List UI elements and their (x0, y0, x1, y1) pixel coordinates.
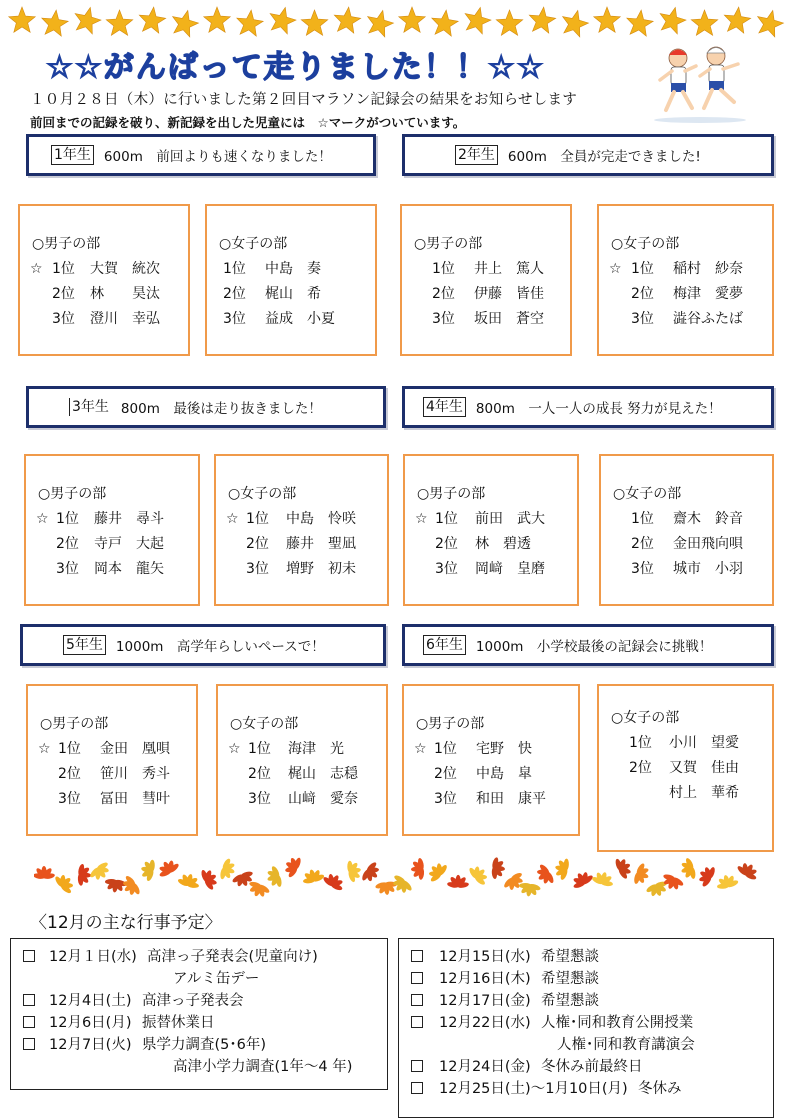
rank-label: 1位 (631, 261, 654, 277)
leaf-icon (359, 860, 383, 886)
event-extra: アルミ缶デー (173, 971, 260, 987)
star-decoration-row (0, 0, 788, 44)
rank-label: 1位 (629, 735, 652, 751)
ranking-row (402, 282, 570, 307)
runner-name: 海津 光 (288, 741, 344, 757)
grade-label: 1年生 (51, 145, 94, 165)
runner-name: 冨田 彗叶 (100, 791, 170, 807)
ranking-row (405, 507, 577, 532)
star-icon (758, 10, 784, 37)
banner-text: 1000m 小学校最後の記録会に挑戦！ (475, 639, 713, 655)
ranking-row (599, 282, 772, 307)
runner-name: 藤井 聖凪 (286, 536, 356, 552)
result-card (214, 454, 389, 606)
result-card (216, 684, 388, 836)
star-icon (594, 7, 621, 32)
event-name: 振替休業日 (142, 1015, 215, 1031)
rank-label: 2位 (631, 536, 654, 552)
division-heading: ○男子の部 (416, 716, 485, 732)
runner-name: 大賀 統次 (90, 261, 160, 277)
grade-label: 4年生 (423, 397, 466, 417)
star-icon (334, 7, 360, 33)
grade-banner-5 (20, 624, 386, 666)
runner-name: 村上 華希 (669, 785, 739, 801)
runner-name: 中島 皐 (476, 766, 532, 782)
runners-icon (648, 40, 752, 124)
runner-name: 城市 小羽 (673, 561, 743, 577)
runner-name: 梅津 愛夢 (673, 286, 743, 302)
leaf-icon (447, 875, 470, 889)
rank-label: 1位 (56, 511, 79, 527)
leaf-icon (139, 857, 157, 882)
runner-name: 笹川 秀斗 (100, 766, 170, 782)
grade-label: 3年生 (69, 398, 111, 416)
rank-label: 2位 (434, 766, 457, 782)
event-name: 高津っ子発表会 (142, 993, 244, 1009)
record-star: ☆ (30, 261, 43, 277)
rank-label: 3位 (223, 311, 246, 327)
star-icon (399, 7, 426, 32)
leaf-icon (198, 866, 220, 892)
star-icon (529, 7, 555, 33)
leaf-icon (52, 870, 77, 896)
grade-banner-2 (402, 134, 774, 176)
ranking-row (207, 257, 375, 282)
runner-name: 金田 凰唄 (100, 741, 170, 757)
event-date: 12月15日(水) (439, 949, 531, 965)
rank-label: 1位 (248, 741, 271, 757)
event-name: 高津っ子発表会(児童向け) (147, 949, 318, 965)
event-name: 希望懇談 (541, 949, 599, 965)
event-date: 12月25日(土)～1月10日(月) (439, 1081, 628, 1097)
star-icon (9, 7, 36, 32)
leaf-icon (155, 856, 181, 879)
record-star: ☆ (415, 511, 428, 527)
rank-label: 2位 (223, 286, 246, 302)
result-card (24, 454, 200, 606)
star-icon (173, 10, 199, 37)
runner-name: 宅野 快 (476, 741, 532, 757)
ranking-row (405, 557, 577, 582)
runner-name: 岡﨑 皇磨 (475, 561, 545, 577)
runner-name: 齋木 鈴音 (673, 511, 743, 527)
star-icon (660, 7, 686, 34)
checkbox-icon (23, 994, 35, 1006)
event-extra: 人権･同和教育講演会 (557, 1037, 695, 1053)
banner-text: 800m 一人一人の成長 努力が見えた！ (475, 401, 722, 417)
rank-label: 3位 (435, 561, 458, 577)
star-icon (465, 7, 491, 34)
ranking-row (405, 532, 577, 557)
leaf-icon (613, 854, 635, 880)
result-card (26, 684, 198, 836)
banner-text: 1000m 高学年らしいペースで！ (115, 639, 325, 655)
record-star: ☆ (38, 741, 51, 757)
ranking-row (26, 557, 198, 582)
runner-name: 金田飛向唄 (673, 536, 743, 552)
runner-name: 又賀 佳由 (669, 760, 739, 776)
rank-label: 3位 (58, 791, 81, 807)
rank-label: 1位 (52, 261, 75, 277)
ranking-row (601, 532, 772, 557)
event-extra: 高津小学力調査(1年～4 年) (173, 1059, 353, 1075)
leaf-icon (34, 866, 55, 880)
runner-name: 林 昊汰 (90, 286, 160, 302)
star-icon (563, 10, 589, 37)
leaf-icon (76, 863, 91, 886)
rank-label: 1位 (223, 261, 246, 277)
runner-name: 中島 奏 (265, 261, 321, 277)
rank-label: 2位 (629, 760, 652, 776)
event-date: 12月4日(土) (49, 993, 132, 1009)
ranking-row (28, 737, 196, 762)
result-card (599, 454, 774, 606)
rank-label: 3位 (432, 311, 455, 327)
rank-label: 1位 (432, 261, 455, 277)
ranking-row (601, 557, 772, 582)
division-heading: ○女子の部 (230, 716, 299, 732)
division-heading: ○女子の部 (611, 710, 680, 726)
ranking-row (28, 787, 196, 812)
page-title: ☆☆がんばって走りました！！☆☆ (46, 50, 546, 85)
ranking-row (404, 762, 578, 787)
runner-name: 梶山 志穏 (288, 766, 358, 782)
star-icon (270, 7, 296, 34)
runner-name: 益成 小夏 (265, 311, 335, 327)
division-heading: ○女子の部 (228, 486, 297, 502)
rank-label: 3位 (52, 311, 75, 327)
result-card (403, 454, 579, 606)
banner-text: 600m 前回よりも速くなりました！ (103, 149, 332, 165)
grade-banner-1 (26, 134, 376, 176)
result-card (205, 204, 377, 356)
record-star: ☆ (36, 511, 49, 527)
runner-name: 伊藤 皆佳 (474, 286, 544, 302)
grade-label: 5年生 (63, 635, 106, 655)
event-name: 県学力調査(5･6年) (142, 1037, 267, 1053)
star-icon (301, 10, 328, 35)
division-heading: ○男子の部 (417, 486, 486, 502)
ranking-row (28, 762, 196, 787)
rank-label: 3位 (248, 791, 271, 807)
leaf-icon (345, 859, 363, 884)
star-icon (139, 7, 165, 33)
leaf-icon (281, 853, 304, 879)
rank-label: 1位 (246, 511, 269, 527)
rank-label: 2位 (52, 286, 75, 302)
runner-name: 岡本 龍矢 (94, 561, 164, 577)
leaf-icon (424, 859, 450, 885)
ranking-row (599, 307, 772, 332)
leaf-icon (553, 856, 571, 881)
star-icon (691, 10, 718, 35)
ranking-row (599, 257, 772, 282)
result-card (18, 204, 190, 356)
event-date: 12月6日(月) (49, 1015, 132, 1031)
runner-name: 林 碧透 (475, 536, 531, 552)
rank-label: 2位 (246, 536, 269, 552)
leaf-icon (264, 864, 284, 890)
ranking-row (599, 781, 772, 806)
event-name: 希望懇談 (541, 971, 599, 987)
runner-name: 増野 初未 (286, 561, 356, 577)
star-icon (106, 10, 133, 35)
division-heading: ○男子の部 (40, 716, 109, 732)
ranking-row (599, 731, 772, 756)
rank-label: 1位 (631, 511, 654, 527)
runner-name: 井上 篤人 (474, 261, 544, 277)
star-icon-row (0, 0, 788, 44)
event-date: 12月24日(金) (439, 1059, 531, 1075)
event-date: 12月16日(木) (439, 971, 531, 987)
checkbox-icon (411, 950, 423, 962)
ranking-row (218, 737, 386, 762)
ranking-row (404, 787, 578, 812)
runner-name: 坂田 蒼空 (474, 311, 544, 327)
star-icon (368, 10, 394, 37)
star-icon (496, 10, 523, 35)
grade-label: 6年生 (423, 635, 466, 655)
event-name: 希望懇談 (541, 993, 599, 1009)
checkbox-icon (411, 1016, 423, 1028)
rank-label: 2位 (631, 286, 654, 302)
ranking-row (601, 507, 772, 532)
rank-label: 3位 (434, 791, 457, 807)
schedule-box-right (398, 938, 774, 1118)
division-heading: ○女子の部 (611, 236, 680, 252)
checkbox-icon (23, 1016, 35, 1028)
star-icon (724, 7, 750, 33)
event-date: 12月7日(火) (49, 1037, 132, 1053)
rank-label: 1位 (435, 511, 458, 527)
star-icon (42, 10, 68, 36)
grade-banner-6 (402, 624, 774, 666)
leaf-icon (735, 859, 761, 883)
banner-text: 800m 最後は走り抜きました！ (120, 401, 322, 417)
leaf-icon (466, 862, 491, 888)
result-card (400, 204, 572, 356)
autumn-leaves-decoration (34, 852, 764, 902)
grade-banner-3 (26, 386, 386, 428)
rank-label: 2位 (435, 536, 458, 552)
leaf-icon (119, 873, 143, 899)
event-name: 冬休み (638, 1081, 682, 1097)
rank-label: 3位 (631, 311, 654, 327)
rank-label: 1位 (58, 741, 81, 757)
ranking-row (218, 787, 386, 812)
ranking-row (218, 762, 386, 787)
rank-label: 2位 (56, 536, 79, 552)
runner-name: 稲村 紗奈 (673, 261, 743, 277)
leaf-icon (590, 869, 616, 889)
intro-text: １０月２８日（木）に行いました第２回目マラソン記録会の結果をお知らせします (30, 92, 578, 108)
checkbox-icon (411, 994, 423, 1006)
ranking-row (402, 307, 570, 332)
ranking-row (207, 282, 375, 307)
leaf-icon (176, 871, 201, 890)
runner-name: 澄川 幸弘 (90, 311, 160, 327)
leaf-icon (490, 857, 506, 881)
runner-name: 山﨑 愛奈 (288, 791, 358, 807)
leaf-icon (695, 862, 718, 888)
ranking-row (20, 307, 188, 332)
checkbox-icon (23, 950, 35, 962)
record-star: ☆ (609, 261, 622, 277)
rank-label: 2位 (248, 766, 271, 782)
ranking-row (216, 532, 387, 557)
leaf-icon (410, 857, 425, 880)
leaf-icon (533, 862, 557, 888)
event-date: 12月１日(水) (49, 949, 137, 965)
event-date: 12月17日(金) (439, 993, 531, 1009)
runner-name: 前田 武大 (475, 511, 545, 527)
runner-name: 中島 怜咲 (286, 511, 356, 527)
leaf-icon (678, 856, 698, 882)
division-heading: ○男子の部 (414, 236, 483, 252)
grade-label: 2年生 (455, 145, 498, 165)
star-icon (75, 7, 101, 34)
ranking-row (404, 737, 578, 762)
grade-banner-4 (402, 386, 774, 428)
star-icon (432, 10, 458, 36)
result-card (402, 684, 580, 836)
event-name: 人権･同和教育公開授業 (541, 1015, 694, 1031)
banner-text: 600m 全員が完走できました! (507, 149, 701, 165)
leaf-icon (517, 881, 541, 898)
checkbox-icon (411, 972, 423, 984)
division-heading: ○女子の部 (219, 236, 288, 252)
division-heading: ○女子の部 (613, 486, 682, 502)
schedule-box-left (10, 938, 388, 1090)
runner-name: 小川 望愛 (669, 735, 739, 751)
star-icon (237, 10, 263, 36)
leaf-icon (631, 862, 652, 888)
runner-name: 澁谷ふたば (673, 311, 743, 327)
rank-label: 3位 (56, 561, 79, 577)
event-date: 12月22日(水) (439, 1015, 531, 1031)
ranking-row (207, 307, 375, 332)
checkbox-icon (23, 1038, 35, 1050)
leaf-icon (103, 877, 127, 894)
ranking-row (26, 507, 198, 532)
runner-name: 梶山 希 (265, 286, 321, 302)
result-card (597, 204, 774, 356)
checkbox-icon (411, 1060, 423, 1072)
ranking-row (599, 756, 772, 781)
schedule-title: 〈12月の主な行事予定〉 (30, 913, 222, 933)
runner-name: 藤井 尋斗 (94, 511, 164, 527)
record-star: ☆ (414, 741, 427, 757)
ranking-row (216, 507, 387, 532)
division-heading: ○男子の部 (32, 236, 101, 252)
rank-label: 1位 (434, 741, 457, 757)
leaf-icon (321, 870, 347, 894)
leaf-icon (714, 872, 739, 891)
ranking-row (26, 532, 198, 557)
rank-label: 2位 (58, 766, 81, 782)
runner-name: 和田 康平 (476, 791, 546, 807)
runner-name: 寺戸 大起 (94, 536, 164, 552)
ranking-row (20, 257, 188, 282)
event-name: 冬休み前最終日 (541, 1059, 643, 1075)
star-icon (204, 7, 231, 32)
rank-label: 3位 (246, 561, 269, 577)
checkbox-icon (411, 1082, 423, 1094)
leaf-icon (569, 868, 595, 891)
rank-label: 3位 (631, 561, 654, 577)
ranking-row (402, 257, 570, 282)
intro-note: 前回までの記録を破り、新記録を出した児童には ☆マークがついています。 (30, 115, 466, 130)
division-heading: ○男子の部 (38, 486, 107, 502)
leaf-icon (245, 879, 271, 901)
ranking-row (216, 557, 387, 582)
rank-label: 2位 (432, 286, 455, 302)
record-star: ☆ (228, 741, 241, 757)
ranking-row (20, 282, 188, 307)
record-star: ☆ (226, 511, 239, 527)
star-icon (627, 10, 653, 36)
result-card (597, 684, 774, 852)
leaf-icon (300, 867, 325, 886)
